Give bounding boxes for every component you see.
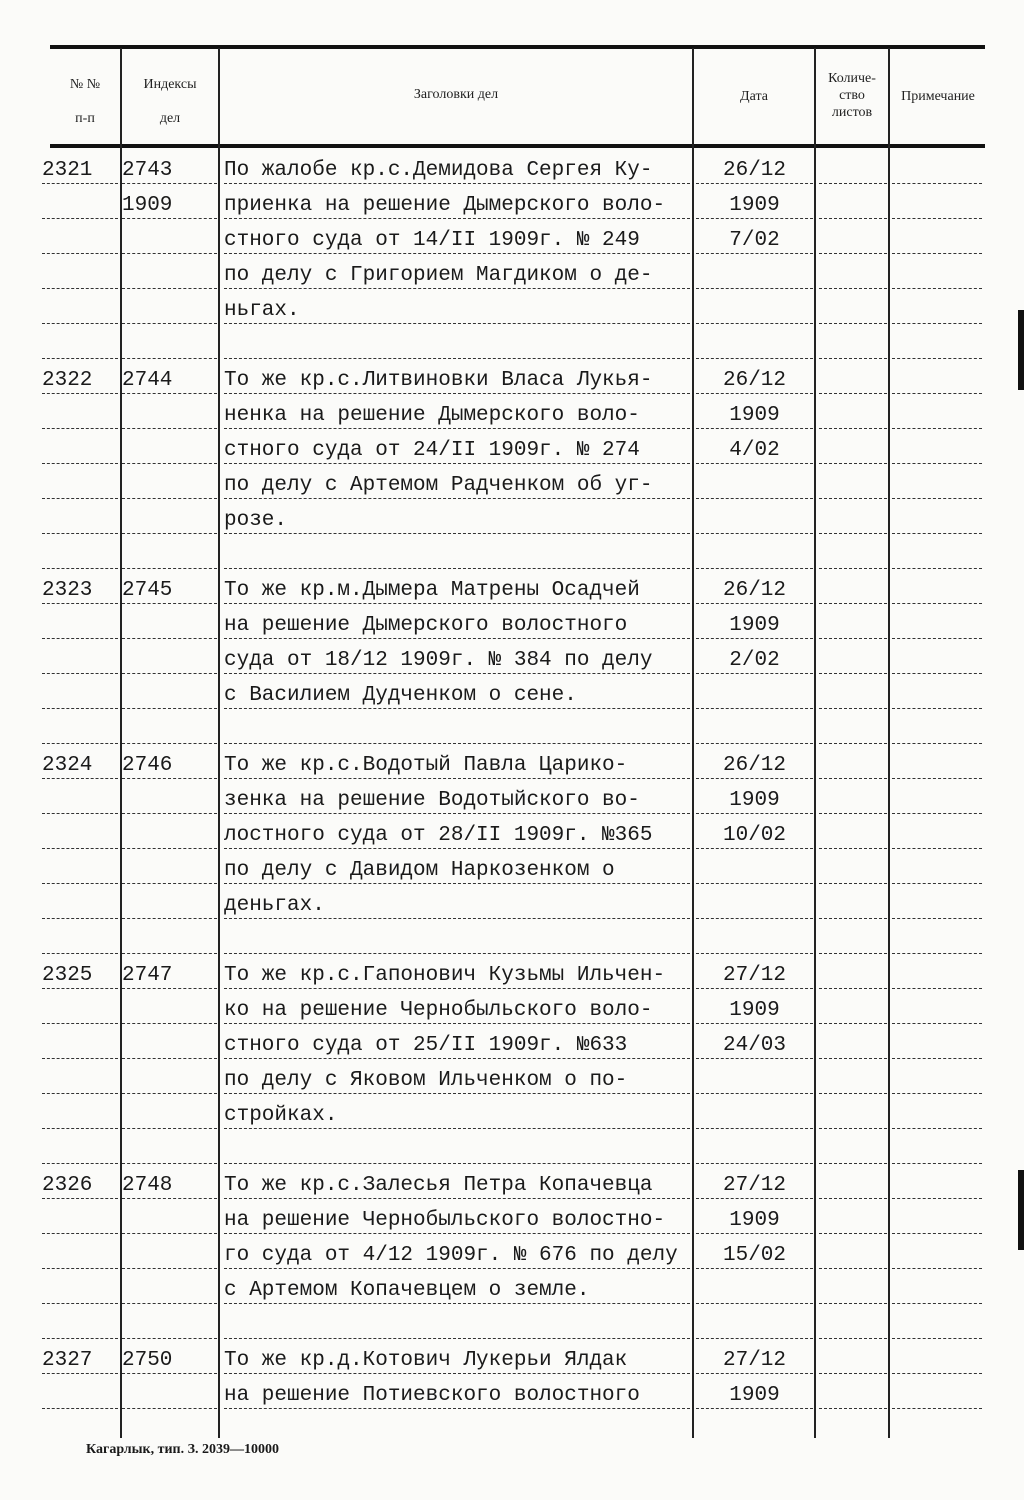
note bbox=[892, 220, 982, 254]
case-date: 1909 bbox=[696, 605, 813, 639]
header-count-line: ство bbox=[839, 88, 865, 103]
note bbox=[892, 465, 982, 499]
case-index: 2744 bbox=[122, 360, 217, 394]
case-title-line: по делу с Яковом Ильченком о по- bbox=[224, 1060, 690, 1094]
header-num-line: п-п bbox=[75, 111, 95, 126]
entry-number bbox=[42, 185, 118, 219]
case-title-line: То же кр.с.Залесья Петра Копачевца bbox=[224, 1165, 690, 1199]
table-row bbox=[42, 990, 985, 1025]
case-title-line bbox=[224, 535, 690, 569]
case-date: 27/12 bbox=[696, 1340, 813, 1374]
note bbox=[892, 780, 982, 814]
note bbox=[892, 255, 982, 289]
sheet-count bbox=[819, 290, 887, 324]
sheet-count bbox=[819, 500, 887, 534]
sheet-count bbox=[819, 745, 887, 779]
case-date bbox=[696, 1130, 813, 1164]
case-date: 26/12 bbox=[696, 570, 813, 604]
note bbox=[892, 990, 982, 1024]
case-date: 2/02 bbox=[696, 640, 813, 674]
sheet-count bbox=[819, 675, 887, 709]
sheet-count bbox=[819, 325, 887, 359]
case-title-line: лостного суда от 28/II 1909г. №365 bbox=[224, 815, 690, 849]
note bbox=[892, 815, 982, 849]
header-count-line: листов bbox=[831, 105, 873, 120]
sheet-count bbox=[819, 1060, 887, 1094]
note bbox=[892, 325, 982, 359]
case-index bbox=[122, 640, 217, 674]
sheet-count bbox=[819, 430, 887, 464]
note bbox=[892, 360, 982, 394]
table-row bbox=[42, 325, 985, 360]
note bbox=[892, 710, 982, 744]
case-title-line: То же кр.с.Литвиновки Власа Лукья- bbox=[224, 360, 690, 394]
case-index bbox=[122, 780, 217, 814]
case-title-line bbox=[224, 325, 690, 359]
note bbox=[892, 1165, 982, 1199]
table-row bbox=[42, 1340, 985, 1375]
entry-number bbox=[42, 220, 118, 254]
case-index bbox=[122, 1060, 217, 1094]
case-index bbox=[122, 1200, 217, 1234]
header-count bbox=[816, 70, 888, 121]
case-index bbox=[122, 220, 217, 254]
note bbox=[892, 185, 982, 219]
case-title-line: зенка на решение Водотыйского во- bbox=[224, 780, 690, 814]
case-date bbox=[696, 465, 813, 499]
case-index bbox=[122, 990, 217, 1024]
note bbox=[892, 920, 982, 954]
case-index bbox=[122, 1095, 217, 1129]
note bbox=[892, 430, 982, 464]
case-date: 10/02 bbox=[696, 815, 813, 849]
case-date bbox=[696, 255, 813, 289]
sheet-count bbox=[819, 535, 887, 569]
table-row bbox=[42, 1200, 985, 1235]
case-index bbox=[122, 1305, 217, 1339]
sheet-count bbox=[819, 1270, 887, 1304]
case-date bbox=[696, 920, 813, 954]
entry-number bbox=[42, 1130, 118, 1164]
entry-number bbox=[42, 815, 118, 849]
entry-number bbox=[42, 535, 118, 569]
case-title-line: стного суда от 25/II 1909г. №633 bbox=[224, 1025, 690, 1059]
scan-edge bbox=[1018, 1170, 1024, 1250]
case-date: 1909 bbox=[696, 395, 813, 429]
case-date: 27/12 bbox=[696, 955, 813, 989]
table-row bbox=[42, 1060, 985, 1095]
case-index bbox=[122, 920, 217, 954]
case-date: 15/02 bbox=[696, 1235, 813, 1269]
table-row bbox=[42, 1095, 985, 1130]
case-index bbox=[122, 710, 217, 744]
table-row bbox=[42, 675, 985, 710]
note bbox=[892, 640, 982, 674]
sheet-count bbox=[819, 1340, 887, 1374]
note bbox=[892, 290, 982, 324]
entry-number bbox=[42, 1095, 118, 1129]
sheet-count bbox=[819, 710, 887, 744]
header-title: Заголовки дел bbox=[413, 87, 499, 102]
entry-number bbox=[42, 500, 118, 534]
case-index bbox=[122, 815, 217, 849]
entry-number: 2325 bbox=[42, 955, 118, 989]
case-title-line: стройках. bbox=[224, 1095, 690, 1129]
note bbox=[892, 745, 982, 779]
case-index bbox=[122, 290, 217, 324]
table-row bbox=[42, 640, 985, 675]
case-date bbox=[696, 325, 813, 359]
table-row bbox=[42, 395, 985, 430]
entry-number bbox=[42, 465, 118, 499]
table-row bbox=[42, 850, 985, 885]
sheet-count bbox=[819, 1305, 887, 1339]
case-index bbox=[122, 1375, 217, 1409]
sheet-count bbox=[819, 1200, 887, 1234]
case-date bbox=[696, 1095, 813, 1129]
entry-number bbox=[42, 255, 118, 289]
case-title-line bbox=[224, 710, 690, 744]
sheet-count bbox=[819, 570, 887, 604]
case-index bbox=[122, 885, 217, 919]
case-title-line: деньгах. bbox=[224, 885, 690, 919]
case-title-line: То же кр.с.Водотый Павла Царико- bbox=[224, 745, 690, 779]
sheet-count bbox=[819, 1235, 887, 1269]
entry-number bbox=[42, 1025, 118, 1059]
case-title-line: То же кр.м.Дымера Матрены Осадчей bbox=[224, 570, 690, 604]
case-title-line bbox=[224, 1130, 690, 1164]
note bbox=[892, 955, 982, 989]
sheet-count bbox=[819, 850, 887, 884]
case-date: 7/02 bbox=[696, 220, 813, 254]
table-row bbox=[42, 535, 985, 570]
entry-number: 2327 bbox=[42, 1340, 118, 1374]
entry-number bbox=[42, 325, 118, 359]
table-row bbox=[42, 955, 985, 990]
case-date: 1909 bbox=[696, 1200, 813, 1234]
entry-number bbox=[42, 1375, 118, 1409]
entry-number: 2323 bbox=[42, 570, 118, 604]
entry-number bbox=[42, 1060, 118, 1094]
sheet-count bbox=[819, 395, 887, 429]
note bbox=[892, 1200, 982, 1234]
table-row bbox=[42, 1305, 985, 1340]
sheet-count bbox=[819, 255, 887, 289]
note bbox=[892, 885, 982, 919]
case-date: 24/03 bbox=[696, 1025, 813, 1059]
table-row bbox=[42, 745, 985, 780]
case-title-line: То же кр.д.Котович Лукерьи Ялдак bbox=[224, 1340, 690, 1374]
sheet-count bbox=[819, 815, 887, 849]
case-date: 1909 bbox=[696, 990, 813, 1024]
entry-number bbox=[42, 605, 118, 639]
header-index-line: дел bbox=[159, 111, 181, 126]
case-index: 1909 bbox=[122, 185, 217, 219]
case-index bbox=[122, 1270, 217, 1304]
case-title-line: розе. bbox=[224, 500, 690, 534]
case-date bbox=[696, 1305, 813, 1339]
case-date: 1909 bbox=[696, 780, 813, 814]
table-row bbox=[42, 360, 985, 395]
sheet-count bbox=[819, 220, 887, 254]
case-index bbox=[122, 1235, 217, 1269]
case-index bbox=[122, 1025, 217, 1059]
table-row bbox=[42, 185, 985, 220]
entry-number: 2326 bbox=[42, 1165, 118, 1199]
sheet-count bbox=[819, 1025, 887, 1059]
table-row bbox=[42, 570, 985, 605]
case-title-line: ньгах. bbox=[224, 290, 690, 324]
case-title-line: с Артемом Копачевцем о земле. bbox=[224, 1270, 690, 1304]
entry-number bbox=[42, 780, 118, 814]
table-row bbox=[42, 780, 985, 815]
case-date bbox=[696, 1060, 813, 1094]
note bbox=[892, 605, 982, 639]
case-index bbox=[122, 1130, 217, 1164]
entry-number bbox=[42, 395, 118, 429]
case-date: 27/12 bbox=[696, 1165, 813, 1199]
sheet-count bbox=[819, 150, 887, 184]
sheet-count bbox=[819, 605, 887, 639]
case-date: 26/12 bbox=[696, 360, 813, 394]
case-index: 2746 bbox=[122, 745, 217, 779]
case-index bbox=[122, 255, 217, 289]
case-index bbox=[122, 325, 217, 359]
table-row bbox=[42, 710, 985, 745]
entry-number bbox=[42, 1200, 118, 1234]
case-title-line: на решение Дымерского волостного bbox=[224, 605, 690, 639]
table-row bbox=[42, 465, 985, 500]
case-index bbox=[122, 465, 217, 499]
entry-number bbox=[42, 1305, 118, 1339]
table-row bbox=[42, 220, 985, 255]
case-index bbox=[122, 605, 217, 639]
sheet-count bbox=[819, 955, 887, 989]
case-index bbox=[122, 850, 217, 884]
table-row bbox=[42, 1270, 985, 1305]
case-title-line: го суда от 4/12 1909г. № 676 по делу bbox=[224, 1235, 690, 1269]
entry-number bbox=[42, 675, 118, 709]
sheet-count bbox=[819, 1165, 887, 1199]
case-title-line: на решение Потиевского волостного bbox=[224, 1375, 690, 1409]
entry-number bbox=[42, 885, 118, 919]
case-title-line: стного суда от 14/II 1909г. № 249 bbox=[224, 220, 690, 254]
note bbox=[892, 1375, 982, 1409]
table-row bbox=[42, 605, 985, 640]
table-row bbox=[42, 430, 985, 465]
note bbox=[892, 1340, 982, 1374]
case-index bbox=[122, 535, 217, 569]
note bbox=[892, 1270, 982, 1304]
printer-imprint: Кагарлык, тип. З. 2039—10000 bbox=[86, 1442, 280, 1457]
header-date: Дата bbox=[740, 89, 768, 104]
entry-number bbox=[42, 430, 118, 464]
case-index: 2745 bbox=[122, 570, 217, 604]
sheet-count bbox=[819, 185, 887, 219]
header-num bbox=[50, 68, 120, 136]
entry-number bbox=[42, 640, 118, 674]
note bbox=[892, 570, 982, 604]
note bbox=[892, 1305, 982, 1339]
case-index: 2747 bbox=[122, 955, 217, 989]
entry-number bbox=[42, 1235, 118, 1269]
entry-number: 2321 bbox=[42, 150, 118, 184]
table-row bbox=[42, 1375, 985, 1410]
case-index: 2748 bbox=[122, 1165, 217, 1199]
note bbox=[892, 850, 982, 884]
case-title-line: с Василием Дудченком о сене. bbox=[224, 675, 690, 709]
note bbox=[892, 395, 982, 429]
entry-number: 2324 bbox=[42, 745, 118, 779]
case-title-line: по делу с Григорием Магдиком о де- bbox=[224, 255, 690, 289]
header-num-line: № № bbox=[69, 77, 101, 92]
case-title-line: По жалобе кр.с.Демидова Сергея Ку- bbox=[224, 150, 690, 184]
case-title-line bbox=[224, 1305, 690, 1339]
case-title-line: То же кр.с.Гапонович Кузьмы Ильчен- bbox=[224, 955, 690, 989]
table-row bbox=[42, 1025, 985, 1060]
case-title-line: по делу с Давидом Наркозенком о bbox=[224, 850, 690, 884]
entry-number bbox=[42, 710, 118, 744]
table-row bbox=[42, 920, 985, 955]
note bbox=[892, 535, 982, 569]
note bbox=[892, 1130, 982, 1164]
table-row bbox=[42, 1235, 985, 1270]
case-index: 2743 bbox=[122, 150, 217, 184]
case-index bbox=[122, 395, 217, 429]
note bbox=[892, 1235, 982, 1269]
case-title-line: ненка на решение Дымерского воло- bbox=[224, 395, 690, 429]
case-title-line: приенка на решение Дымерского воло- bbox=[224, 185, 690, 219]
sheet-count bbox=[819, 640, 887, 674]
case-title-line: суда от 18/12 1909г. № 384 по делу bbox=[224, 640, 690, 674]
note bbox=[892, 1060, 982, 1094]
case-date bbox=[696, 675, 813, 709]
case-date bbox=[696, 535, 813, 569]
header-index bbox=[122, 68, 218, 136]
case-title-line: ко на решение Чернобыльского воло- bbox=[224, 990, 690, 1024]
case-title-line: на решение Чернобыльского волостно- bbox=[224, 1200, 690, 1234]
note bbox=[892, 1095, 982, 1129]
case-index bbox=[122, 430, 217, 464]
sheet-count bbox=[819, 1095, 887, 1129]
header-rule bbox=[50, 144, 985, 148]
case-date: 26/12 bbox=[696, 745, 813, 779]
note bbox=[892, 500, 982, 534]
sheet-count bbox=[819, 465, 887, 499]
table-row bbox=[42, 255, 985, 290]
sheet-count bbox=[819, 360, 887, 394]
entry-number: 2322 bbox=[42, 360, 118, 394]
header-count-line: Количе- bbox=[828, 71, 876, 86]
case-date bbox=[696, 850, 813, 884]
sheet-count bbox=[819, 920, 887, 954]
table-row bbox=[42, 1130, 985, 1165]
case-date: 4/02 bbox=[696, 430, 813, 464]
case-date bbox=[696, 1270, 813, 1304]
case-title-line: стного суда от 24/II 1909г. № 274 bbox=[224, 430, 690, 464]
scan-edge bbox=[1018, 310, 1024, 390]
case-date: 1909 bbox=[696, 1375, 813, 1409]
entry-number bbox=[42, 1270, 118, 1304]
note bbox=[892, 1025, 982, 1059]
top-rule bbox=[50, 45, 985, 49]
case-index bbox=[122, 500, 217, 534]
table-row bbox=[42, 290, 985, 325]
case-index bbox=[122, 675, 217, 709]
case-index: 2750 bbox=[122, 1340, 217, 1374]
entry-number bbox=[42, 920, 118, 954]
case-date: 1909 bbox=[696, 185, 813, 219]
sheet-count bbox=[819, 780, 887, 814]
case-title-line: по делу с Артемом Радченком об уг- bbox=[224, 465, 690, 499]
entry-number bbox=[42, 290, 118, 324]
note bbox=[892, 675, 982, 709]
case-date bbox=[696, 885, 813, 919]
table-row bbox=[42, 1165, 985, 1200]
table-row bbox=[42, 815, 985, 850]
case-date: 26/12 bbox=[696, 150, 813, 184]
note bbox=[892, 150, 982, 184]
header-index-line: Индексы bbox=[143, 77, 197, 92]
case-title-line bbox=[224, 920, 690, 954]
header-note: Примечание bbox=[901, 89, 975, 104]
entry-number bbox=[42, 850, 118, 884]
sheet-count bbox=[819, 990, 887, 1024]
case-date bbox=[696, 710, 813, 744]
entry-number bbox=[42, 990, 118, 1024]
case-date bbox=[696, 290, 813, 324]
sheet-count bbox=[819, 1375, 887, 1409]
table-row bbox=[42, 150, 985, 185]
sheet-count bbox=[819, 885, 887, 919]
case-date bbox=[696, 500, 813, 534]
table-row bbox=[42, 885, 985, 920]
table-row bbox=[42, 500, 985, 535]
sheet-count bbox=[819, 1130, 887, 1164]
